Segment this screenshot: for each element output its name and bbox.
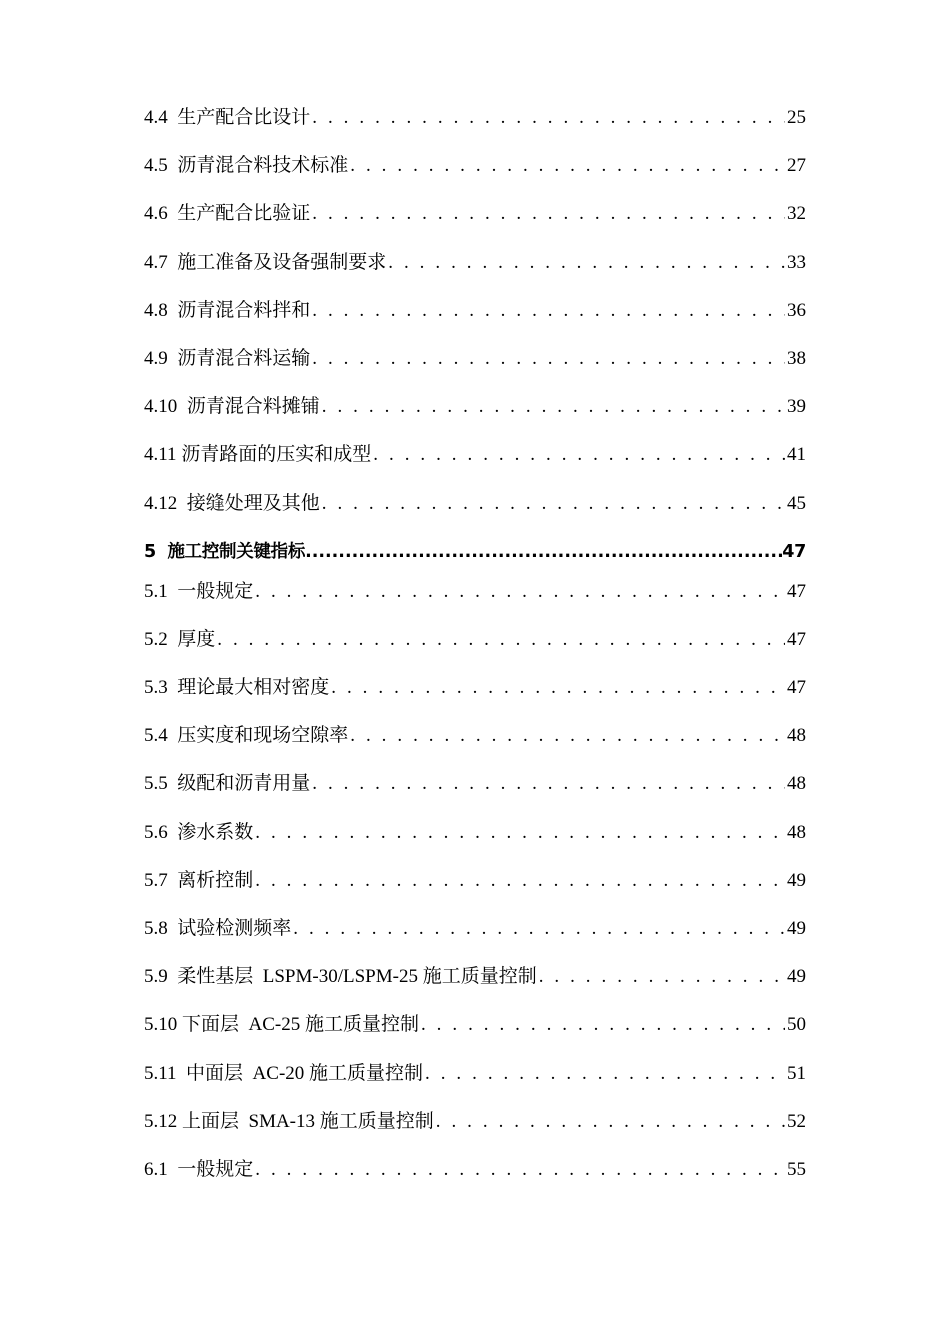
dot-leader <box>255 1150 785 1190</box>
toc-entry[interactable] <box>144 1054 806 1102</box>
toc-page-number: 49 <box>787 869 806 891</box>
dot-leader <box>350 716 785 756</box>
toc-entry-title: 5.12 上面层 SMA-13 施工质量控制 <box>144 1110 434 1132</box>
toc-entry[interactable] <box>144 339 806 387</box>
toc-page-number: 47 <box>787 677 806 699</box>
toc-entry-title: 5.2 厚度 <box>144 628 216 650</box>
dot-leader <box>312 339 785 379</box>
toc-entry-title: 5.6 渗水系数 <box>144 821 254 843</box>
toc-page-number: 48 <box>787 773 806 795</box>
dot-leader <box>373 435 785 475</box>
toc-page-number: 52 <box>787 1110 806 1132</box>
dot-leader <box>322 484 785 524</box>
toc-page-number: 47 <box>782 541 806 562</box>
toc-entry-title: 4.7 施工准备及设备强制要求 <box>144 251 387 273</box>
toc-page-number: 51 <box>787 1062 806 1084</box>
toc-entry-title: 4.9 沥青混合料运输 <box>144 347 311 369</box>
dot-leader <box>350 146 785 186</box>
toc-page-number: 25 <box>787 107 806 128</box>
toc-page-number: 47 <box>787 580 806 602</box>
toc-page-number: 49 <box>787 966 806 988</box>
dot-leader <box>255 813 785 853</box>
toc-page-number: 27 <box>787 155 806 177</box>
dot-leader <box>388 243 785 283</box>
toc-entry-title: 4.10 沥青混合料摊铺 <box>144 396 320 418</box>
dot-leader <box>312 98 785 138</box>
toc-page-number: 55 <box>787 1158 806 1180</box>
toc-entry[interactable] <box>144 484 806 532</box>
toc-entry-title: 5.11 中面层 AC-20 施工质量控制 <box>144 1062 424 1084</box>
toc-entry[interactable] <box>144 957 806 1005</box>
toc-entry[interactable] <box>144 435 806 483</box>
toc-page-number: 45 <box>787 492 806 514</box>
toc-entry[interactable] <box>144 291 806 339</box>
toc-page-number: 41 <box>787 444 806 466</box>
toc-page-number: 38 <box>787 347 806 369</box>
toc-page-number: 33 <box>787 251 806 273</box>
toc-entry[interactable] <box>144 716 806 764</box>
toc-entry[interactable] <box>144 146 806 194</box>
toc-page-number: 49 <box>787 918 806 939</box>
toc-page-number: 36 <box>787 299 806 321</box>
toc-page-number: 48 <box>787 821 806 843</box>
toc-entry-title: 5.9 柔性基层 LSPM-30/LSPM-25 施工质量控制 <box>144 966 537 988</box>
dot-leader <box>425 1054 785 1094</box>
toc-chapter-heading[interactable] <box>144 532 806 572</box>
dot-leader <box>312 194 785 234</box>
dot-leader <box>436 1102 785 1142</box>
toc-page-number: 47 <box>787 628 806 650</box>
toc-entry[interactable] <box>144 764 806 812</box>
dot-leader <box>331 668 785 708</box>
toc-entry-title: 5 施工控制关键指标 <box>144 541 306 562</box>
toc-page-number: 39 <box>787 396 806 418</box>
toc-entry[interactable] <box>144 194 806 242</box>
toc-entry-title: 4.11 沥青路面的压实和成型 <box>144 444 372 466</box>
toc-entry[interactable] <box>144 243 806 291</box>
table-of-contents <box>144 98 806 1198</box>
toc-entry[interactable] <box>144 909 806 957</box>
toc-entry-title: 4.8 沥青混合料拌和 <box>144 299 311 321</box>
toc-entry[interactable] <box>144 98 806 146</box>
toc-entry[interactable] <box>144 1102 806 1150</box>
toc-entry[interactable] <box>144 572 806 620</box>
dot-leader <box>421 1005 785 1045</box>
toc-entry-title: 5.8 试验检测频率 <box>144 918 292 939</box>
toc-entry-title: 4.5 沥青混合料技术标准 <box>144 155 349 177</box>
toc-entry-title: 5.7 离析控制 <box>144 869 254 891</box>
toc-entry[interactable] <box>144 1005 806 1053</box>
toc-entry[interactable] <box>144 387 806 435</box>
toc-entry-title: 4.4 生产配合比设计 <box>144 107 311 128</box>
toc-entry-title: 5.3 理论最大相对密度 <box>144 677 330 699</box>
toc-entry[interactable] <box>144 620 806 668</box>
toc-entry[interactable] <box>144 813 806 861</box>
toc-entry-title: 5.10 下面层 AC-25 施工质量控制 <box>144 1014 419 1036</box>
toc-entry[interactable] <box>144 1150 806 1198</box>
toc-page-number: 50 <box>787 1014 806 1036</box>
dot-leader <box>312 291 785 331</box>
dot-leader <box>539 957 785 997</box>
toc-entry[interactable] <box>144 668 806 716</box>
toc-entry-title: 4.12 接缝处理及其他 <box>144 492 320 514</box>
dot-leader <box>305 532 782 572</box>
toc-entry-title: 4.6 生产配合比验证 <box>144 203 311 225</box>
toc-entry-title: 5.1 一般规定 <box>144 580 254 602</box>
dot-leader <box>293 909 785 949</box>
toc-entry-title: 5.5 级配和沥青用量 <box>144 773 311 795</box>
dot-leader <box>312 764 785 804</box>
dot-leader <box>255 572 785 612</box>
dot-leader <box>322 387 785 427</box>
toc-page-number: 48 <box>787 725 806 747</box>
toc-page-number: 32 <box>787 203 806 225</box>
dot-leader <box>217 620 785 660</box>
dot-leader <box>255 861 785 901</box>
toc-entry-title: 6.1 一般规定 <box>144 1158 254 1180</box>
toc-entry[interactable] <box>144 861 806 909</box>
toc-entry-title: 5.4 压实度和现场空隙率 <box>144 725 349 747</box>
